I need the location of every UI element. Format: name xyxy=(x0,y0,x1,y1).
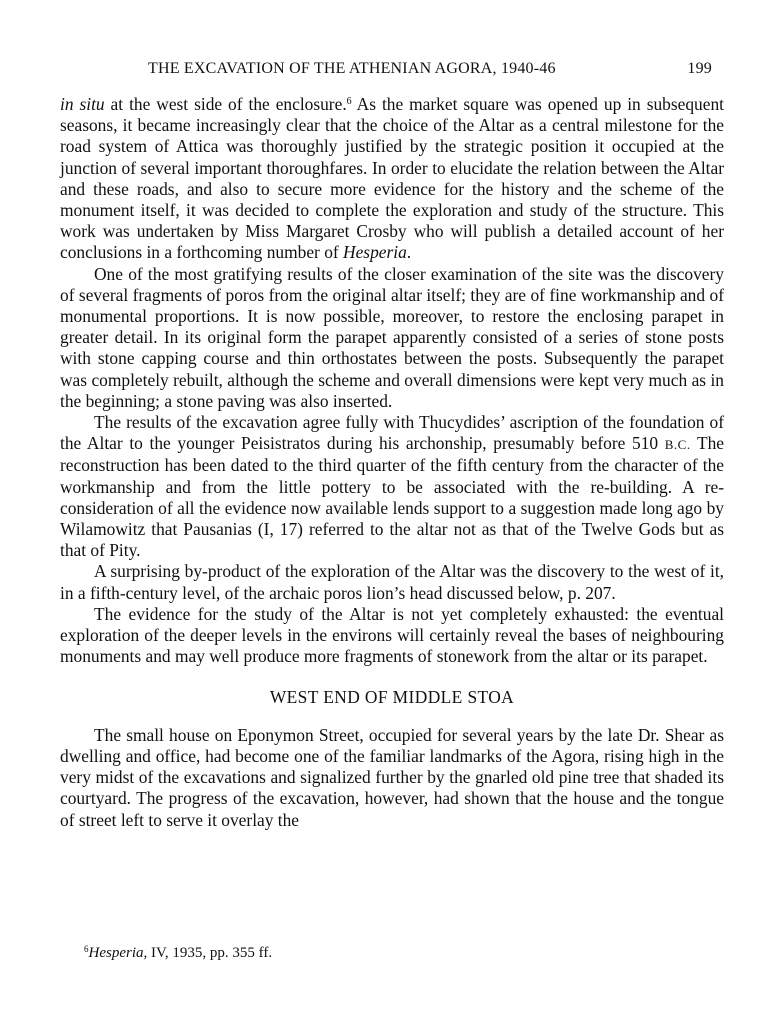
paragraph-1-text-b: As the market square was opened up in subsequent seasons, it became increasingly clear that the choice of the Altar as a central milestone for the road system of Attica was thoroughly justified by the strategic position it occupied at the junction of several important thoroughfares. In order to elucidate the relation between the Altar and these roads, and also to secure more evidence for the history and the scheme of the monument itself, it was decided to complete the exploration and study of the structure. This work was undertaken by Miss Margaret Crosby who will publish a detailed account of her conclusions in a forthcoming number of xyxy=(60,94,724,263)
footnote-journal: Hesperia xyxy=(88,945,144,961)
running-head-title: THE EXCAVATION OF THE ATHENIAN AGORA, 1940-46 xyxy=(148,60,556,77)
journal-title: Hesperia xyxy=(343,242,407,263)
paragraph-3 xyxy=(60,412,724,561)
italic-phrase: in situ xyxy=(60,94,105,114)
footnote-reference: 6 xyxy=(346,96,352,107)
paragraph-3-text-a: The results of the excavation agree fully with Thucydides’ ascription of the foundation of the Altar to the younger Peisistratos during his archonship, presumably before 510 xyxy=(60,412,724,454)
era-abbreviation: B.C. xyxy=(664,437,691,453)
paragraph-3-text-b: The reconstruction has been dated to the third quarter of the fifth century from the character of the workmanship and from the little pottery to be associated with the re-building. A re-consideration of all the evidence now available lends support to a suggestion made long ago by Wilamowitz that Pausanias (I, 17) referred to the altar not as that of the Twelve Gods but as that of Pity. xyxy=(60,433,724,561)
paragraph-6: The small house on Eponymon Street, occupied for several years by the late Dr. Shear as dwelling and office, had become one of the familiar landmarks of the Agora, rising high in the very midst of the excavations and signalized further by the gnarled old pine tree that shaded its courtyard. The progress of the excavation, however, had shown that the house and the tongue of street left to serve it overlay the xyxy=(60,724,724,830)
paragraph-4: A surprising by-product of the exploration of the Altar was the discovery to the west of it, in a fifth-century level, of the archaic poros lion’s head discussed below, p. 207. xyxy=(60,561,724,603)
body-text xyxy=(60,94,724,831)
paragraph-1-end: . xyxy=(406,242,412,263)
footnote-marker: 6 xyxy=(84,944,89,954)
footnote-citation: , IV, 1935, pp. 355 ff. xyxy=(143,945,273,961)
page-number: 199 xyxy=(687,60,712,77)
paragraph-1 xyxy=(60,94,724,264)
running-head xyxy=(60,60,724,84)
footnote xyxy=(84,944,704,962)
paragraph-1-text-a: at the west side of the enclosure. xyxy=(104,94,347,114)
paragraph-2: One of the most gratifying results of the closer examination of the site was the discovery of several fragments of poros from the original altar itself; they are of fine workmanship and of monumental proportions. It is now possible, moreover, to restore the enclosing parapet in greater detail. In its original form the parapet apparently consisted of a series of stone posts with stone capping course and thin orthostates between the posts. Subsequently the parapet was completely rebuilt, although the scheme and overall dimensions were kept very much as in the beginning; a stone paving was also inserted. xyxy=(60,263,724,411)
section-heading: WEST END OF MIDDLE STOA xyxy=(269,687,515,708)
paragraph-5: The evidence for the study of the Altar is not yet completely exhausted: the eventual exploration of the deeper levels in the environs will certainly reveal the bases of neighbouring monuments and may well produce more fragments of stonework from the altar or its parapet. xyxy=(60,603,724,667)
